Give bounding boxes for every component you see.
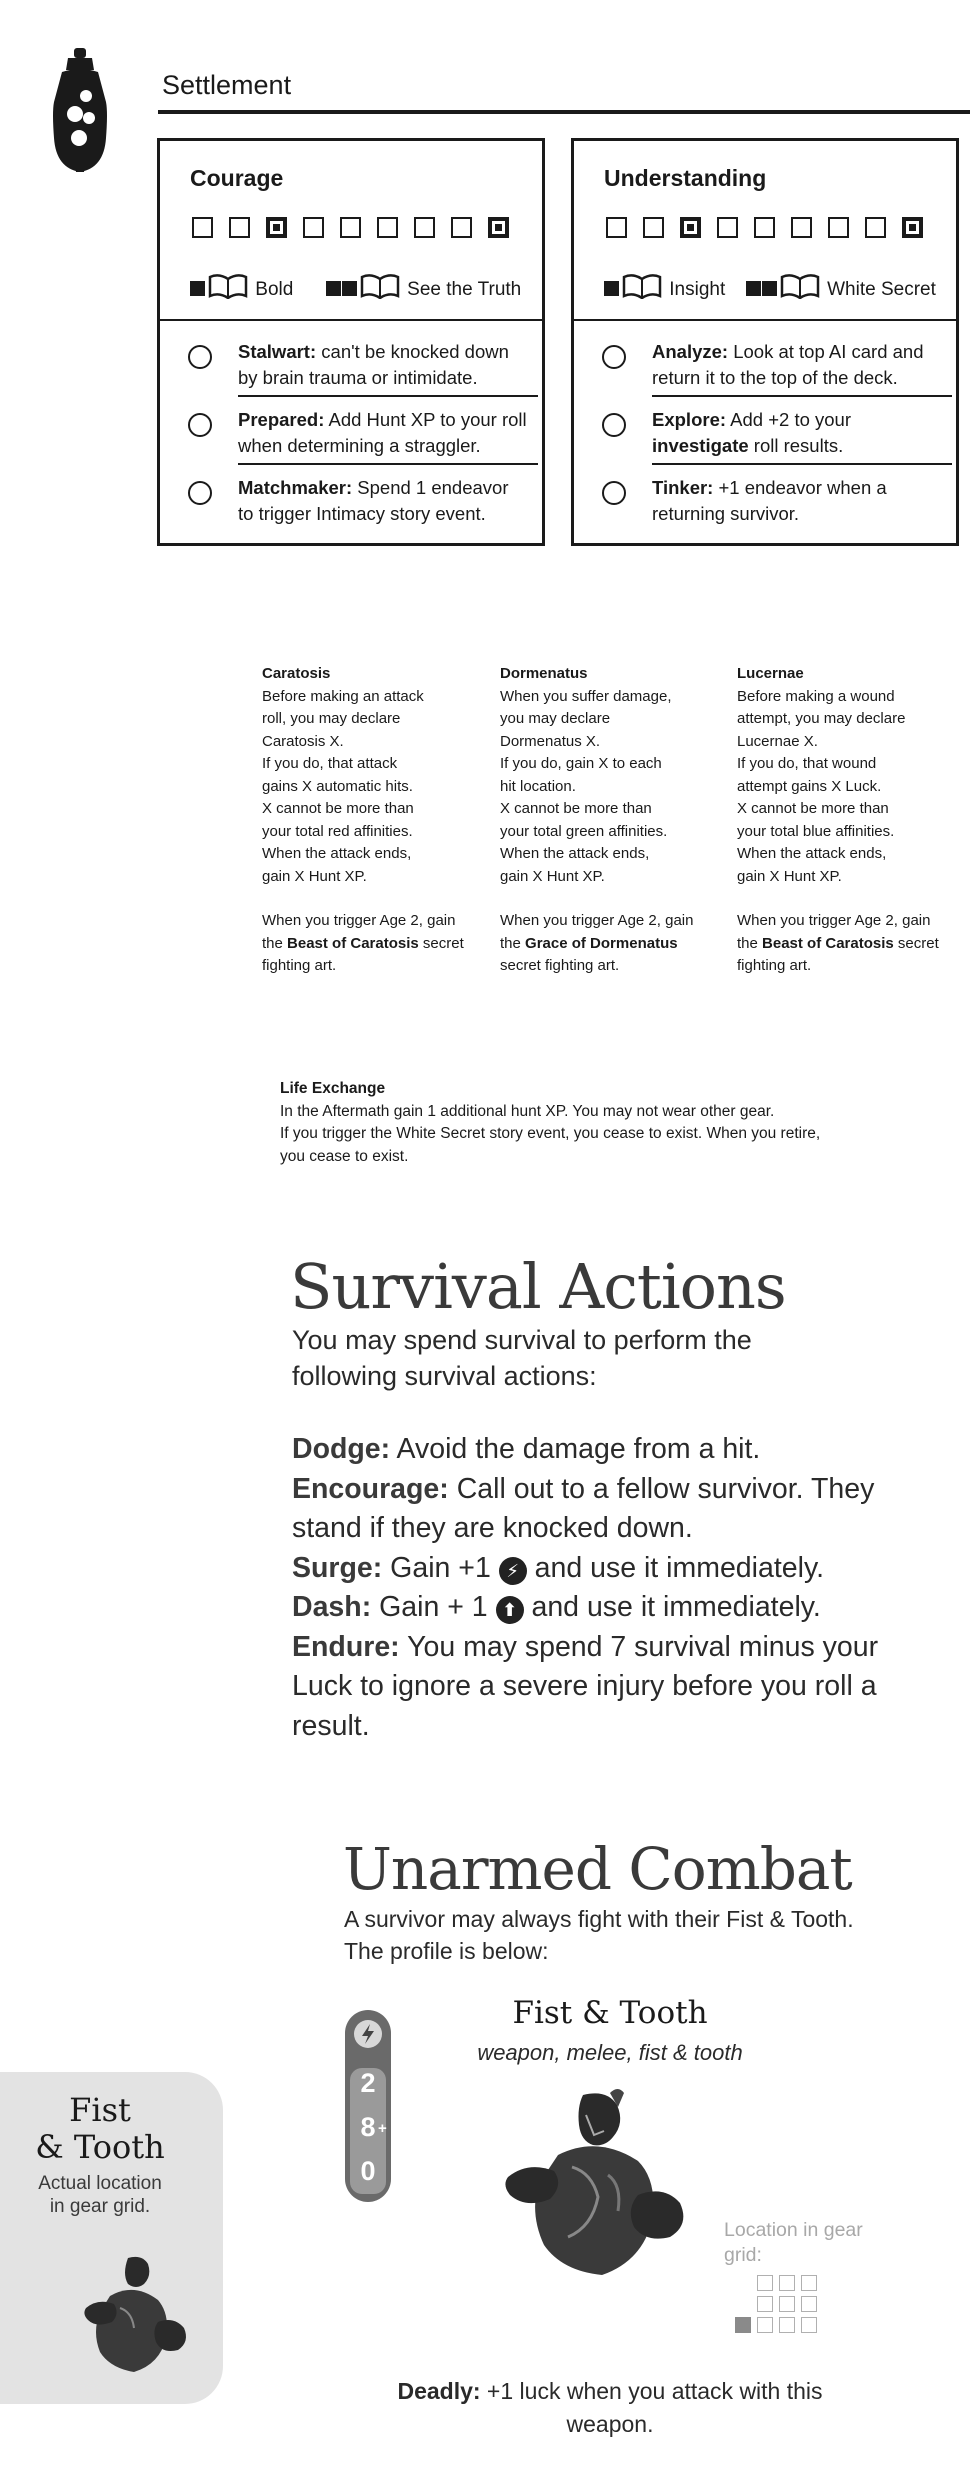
age-2-text: When you trigger Age 2, gain the Grace of Dormenatus secret fighting art.	[500, 912, 694, 974]
perk-text: Look at top AI card and return it to the top of the deck.	[652, 341, 924, 388]
perk-underline	[238, 463, 538, 465]
book-icon	[780, 273, 820, 299]
caratosis-column	[262, 663, 467, 978]
understanding-checkbox[interactable]	[865, 217, 886, 238]
fist-tooth-side-card	[0, 2072, 223, 2404]
perk-keyword: investigate	[652, 435, 749, 456]
dash-action: Dash: Gain + 1 ⬆ and use it immediately.	[292, 1591, 821, 1623]
understanding-checkbox[interactable]	[791, 217, 812, 238]
dormenatus-column	[500, 663, 705, 978]
life-exchange-line: you cease to exist.	[280, 1147, 409, 1165]
life-exchange-line: If you trigger the White Secret story event, you cease to exist. When you retire,	[280, 1125, 821, 1142]
column-line: roll, you may declare	[262, 710, 401, 727]
column-title: Caratosis	[262, 665, 331, 682]
column-line: Before making an attack	[262, 687, 424, 705]
column-line: your total red affinities.	[262, 822, 413, 840]
gear-grid-cell	[779, 2296, 795, 2312]
gear-grid-cell	[757, 2317, 773, 2333]
weapon-accuracy: 8	[360, 2112, 376, 2142]
weapon-keywords: weapon, melee, fist & tooth	[477, 2040, 743, 2065]
perk-checkbox[interactable]	[188, 481, 212, 505]
perk-checkbox[interactable]	[188, 345, 212, 369]
life-exchange-title: Life Exchange	[280, 1080, 386, 1097]
understanding-title: Understanding	[604, 165, 767, 191]
life-exchange-section	[280, 1078, 920, 1168]
activation-icon: ⚡	[499, 1557, 527, 1585]
perk-checkbox[interactable]	[188, 413, 212, 437]
perk-text: roll results.	[748, 435, 844, 456]
gear-grid-cell	[801, 2296, 817, 2312]
column-line: If you do, gain X to each	[500, 755, 662, 772]
courage-checkbox[interactable]	[229, 217, 250, 238]
perk-name: Prepared:	[238, 409, 325, 430]
perk-name: Tinker:	[652, 477, 714, 498]
courage-checkbox[interactable]	[303, 217, 324, 238]
column-line: gain X Hunt XP.	[500, 867, 605, 885]
survival-actions-title: Survival Actions	[290, 1250, 786, 1323]
filled-square-icon	[190, 281, 205, 296]
perk-text: +1 endeavor when a returning survivor.	[652, 477, 887, 524]
courage-panel	[157, 138, 545, 546]
courage-checkbox-row	[192, 217, 522, 245]
column-line: gain X Hunt XP.	[737, 867, 842, 885]
courage-checkbox[interactable]	[414, 217, 435, 238]
perk-text: Add Hunt XP to your roll when determining a straggler.	[238, 409, 527, 456]
filled-square-icon	[604, 281, 619, 296]
filled-square-icon	[342, 281, 357, 296]
weapon-name: Fist & Tooth	[512, 1995, 708, 2031]
accuracy-plus: +	[378, 2120, 387, 2137]
column-title: Dormenatus	[500, 665, 588, 682]
header-rule	[158, 110, 970, 114]
column-line: When the attack ends,	[262, 845, 412, 862]
perk-underline	[652, 463, 952, 465]
courage-milestone-checkbox[interactable]	[488, 217, 509, 238]
understanding-milestone-checkbox[interactable]	[902, 217, 923, 238]
side-card-title: Fist & Tooth	[35, 2091, 165, 2166]
perk-text: Add +2 to your	[726, 409, 851, 430]
courage-title: Courage	[190, 165, 284, 191]
understanding-checkbox[interactable]	[754, 217, 775, 238]
column-line: If you do, that attack	[262, 755, 398, 772]
perk-checkbox[interactable]	[602, 481, 626, 505]
column-line: X cannot be more than	[262, 800, 414, 817]
age-2-text: When you trigger Age 2, gain the Beast of Caratosis secret fighting art.	[262, 912, 464, 974]
courage-legend	[190, 273, 521, 301]
understanding-milestone-checkbox[interactable]	[680, 217, 701, 238]
courage-checkbox[interactable]	[340, 217, 361, 238]
legend-bold-label: Bold	[255, 279, 294, 300]
weapon-strength: 0	[360, 2156, 376, 2186]
gear-grid-cell	[779, 2317, 795, 2333]
perk-checkbox[interactable]	[602, 413, 626, 437]
lantern-icon	[52, 48, 108, 182]
weapon-speed: 2	[360, 2068, 376, 2098]
encourage-action: Encourage: Call out to a fellow survivor. They stand if they are knocked down.	[292, 1472, 875, 1544]
column-line: When the attack ends,	[737, 845, 887, 862]
courage-checkbox[interactable]	[377, 217, 398, 238]
filled-square-icon	[746, 281, 761, 296]
lucernae-column	[737, 663, 942, 978]
perk-name: Analyze:	[652, 341, 729, 362]
fighter-illustration	[488, 2085, 698, 2285]
gear-grid-cell	[801, 2275, 817, 2291]
legend-insight-label: Insight	[669, 279, 726, 300]
surge-action: Surge: Gain +1 ⚡ and use it immediately.	[292, 1551, 824, 1584]
perk-text: Spend 1 endeavor to trigger Intimacy story event.	[238, 477, 509, 524]
legend-white-secret-label: White Secret	[827, 279, 936, 300]
perk-name: Matchmaker:	[238, 477, 353, 498]
settlement-label: Settlement	[162, 70, 292, 100]
gear-grid-cell-selected	[735, 2317, 751, 2333]
understanding-checkbox-row	[606, 217, 936, 245]
gear-grid-cell	[779, 2275, 795, 2291]
perk-underline	[238, 395, 538, 397]
column-line: attempt gains X Luck.	[737, 777, 882, 795]
column-line: you may declare	[500, 710, 611, 727]
understanding-checkbox[interactable]	[643, 217, 664, 238]
perk-checkbox[interactable]	[602, 345, 626, 369]
book-icon	[622, 273, 662, 299]
column-line: hit location.	[500, 777, 576, 795]
gear-grid-diagram	[733, 2275, 823, 2347]
courage-divider	[160, 319, 542, 321]
book-icon	[208, 273, 248, 299]
lightning-icon	[354, 2020, 382, 2048]
filled-square-icon	[762, 281, 777, 296]
column-line: gain X Hunt XP.	[262, 867, 367, 885]
unarmed-combat-title: Unarmed Combat	[343, 1835, 852, 1903]
endure-action: Endure: You may spend 7 survival minus your Luck to ignore a severe injury before you roll a result.	[292, 1630, 879, 1742]
survival-actions-list	[292, 1430, 912, 1746]
perk-underline	[652, 395, 952, 397]
perk-name: Stalwart:	[238, 341, 317, 362]
column-line: If you do, that wound	[737, 755, 877, 772]
column-line: X cannot be more than	[500, 800, 652, 817]
gear-grid-cell	[757, 2275, 773, 2291]
column-line: Caratosis X.	[262, 732, 344, 750]
understanding-legend	[604, 273, 936, 301]
understanding-divider	[574, 319, 956, 321]
perk-text: can't be knocked down by brain trauma or intimidate.	[238, 341, 509, 388]
column-line: When the attack ends,	[500, 845, 650, 862]
column-line: Lucernae X.	[737, 732, 818, 750]
understanding-checkbox[interactable]	[828, 217, 849, 238]
understanding-checkbox[interactable]	[717, 217, 738, 238]
understanding-checkbox[interactable]	[606, 217, 627, 238]
column-line: X cannot be more than	[737, 800, 889, 817]
gear-grid-cell	[801, 2317, 817, 2333]
column-line: When you suffer damage,	[500, 687, 672, 705]
perk-name: Explore:	[652, 409, 727, 430]
age-2-text: When you trigger Age 2, gain the Beast of Caratosis secret fighting art.	[737, 912, 939, 974]
column-title: Lucernae	[737, 665, 804, 682]
column-line: gains X automatic hits.	[262, 777, 413, 795]
life-exchange-line: In the Aftermath gain 1 additional hunt XP. You may not wear other gear.	[280, 1102, 775, 1120]
fighter-thumbnail	[80, 2252, 190, 2377]
column-line: Dormenatus X.	[500, 732, 601, 750]
unarmed-combat-intro: A survivor may always fight with their Fist & Tooth. The profile is below:	[344, 1906, 854, 1964]
deadly-rule: Deadly: +1 luck when you attack with this weapon.	[397, 2378, 823, 2437]
column-line: attempt, you may declare	[737, 710, 906, 727]
column-line: your total blue affinities.	[737, 822, 895, 840]
side-card-subtitle: Actual location in gear grid.	[38, 2173, 162, 2217]
legend-see-the-truth-label: See the Truth	[407, 279, 522, 300]
filled-square-icon	[326, 281, 341, 296]
gear-grid-cell	[757, 2296, 773, 2312]
column-line: Before making a wound	[737, 687, 895, 705]
column-line: your total green affinities.	[500, 822, 668, 840]
movement-icon: ⬆	[496, 1596, 524, 1624]
book-icon	[360, 273, 400, 299]
courage-checkbox[interactable]	[451, 217, 472, 238]
understanding-panel	[571, 138, 959, 546]
dodge-action: Dodge: Avoid the damage from a hit.	[292, 1433, 761, 1465]
courage-milestone-checkbox[interactable]	[266, 217, 287, 238]
courage-checkbox[interactable]	[192, 217, 213, 238]
gear-grid-location-label: Location in gear grid:	[724, 2219, 863, 2266]
survival-actions-intro: You may spend survival to perform the following survival actions:	[292, 1325, 752, 1391]
weapon-stat-bar	[345, 2010, 391, 2202]
